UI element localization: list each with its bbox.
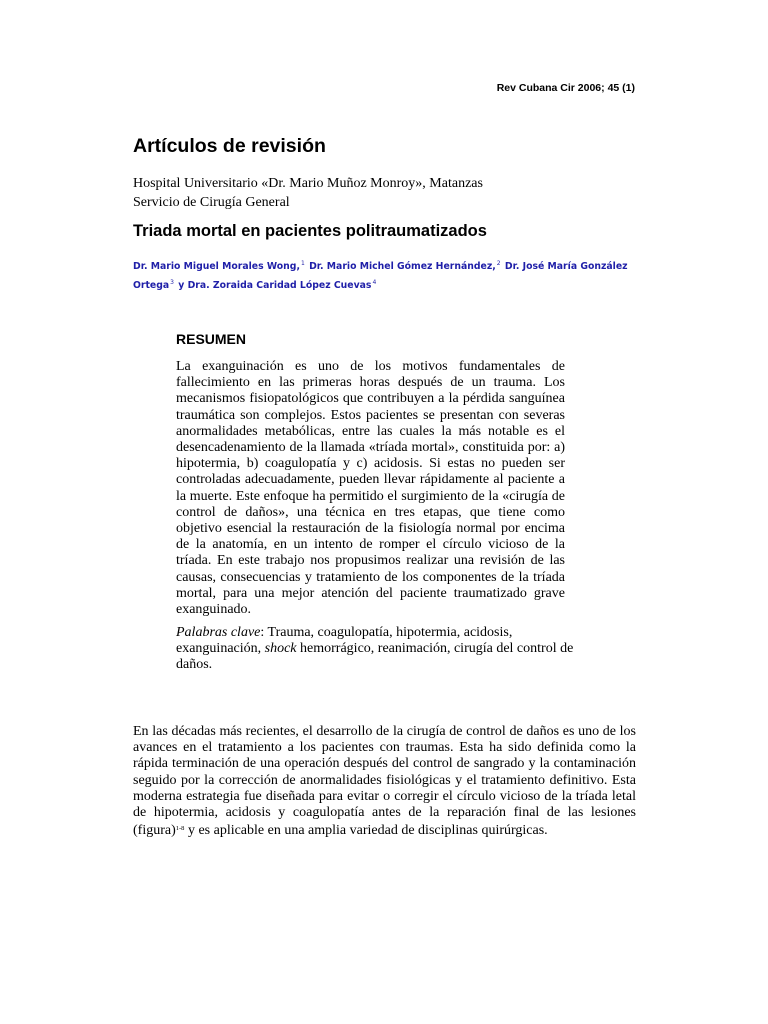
author-name: Dr. Mario Miguel Morales Wong, [133,261,300,272]
affiliation-hospital: Hospital Universitario «Dr. Mario Muñoz Monroy», Matanzas [133,176,483,191]
author-affiliation-marker: 1 [300,260,305,267]
author-list [133,256,643,294]
article-title: Triada mortal en pacientes politraumatizados [133,222,487,240]
keywords [176,625,576,674]
author-affiliation-marker: 2 [496,260,501,267]
author-name: Dr. Mario Michel Gómez Hernández, [309,261,496,272]
affiliation-service: Servicio de Cirugía General [133,195,290,210]
section-heading: Artículos de revisión [133,135,326,157]
journal-citation: Rev Cubana Cir 2006; 45 (1) [496,82,635,94]
intro-text: En las décadas más recientes, el desarrollo de la cirugía de control de daños es uno de los avances en el tratamiento a los pacientes con traumas. Esta ha sido definida como la rápida terminación de una operación después del control de sangrado y la contaminación seguido por la corrección de anormalidades fisiológicas y el tratamiento definitivo. Esta moderna estrategia fue diseñada para evitar o corregir el círculo vicioso de la tríada letal de hipotermia, acidosis y coagulopatía antes de la reparación final de las lesiones (figura) [133,724,636,839]
author-name: Dra. Zoraida Caridad López Cuevas [187,280,372,291]
keywords-italic-term: shock [264,641,297,657]
keywords-text: : Trauma, coagulopatía, hipotermia, acidosis, exanguinación, [176,625,513,657]
affiliations [133,174,483,212]
author-conjunction: y [178,280,185,291]
abstract-heading: RESUMEN [176,331,247,347]
keywords-text-end: hemorrágico, reanimación, cirugía del control de daños. [176,641,574,673]
abstract-body: La exanguinación es uno de los motivos fundamentales de fallecimiento en las primeras horas después de un trauma. Los mecanismos fisiopatológicos que contribuyen a la pérdida sanguínea traumática son complejos. Estos pacientes se presentan con severas anormalidades metabólicas, entre las cuales la más notable es el desencadenamiento de la llamada «tríada mortal», constituida por: a) hipotermia, b) coagulopatía y c) acidosis. Si estas no pueden ser controladas adecuadamente, pueden llevar rápidamente al paciente a la muerte. Este enfoque ha permitido el surgimiento de la «cirugía de control de daños», una técnica en tres etapas, que tiene como objetivo esencial la restauración de la fisiología normal por encima de la anatomía, en un intento de romper el círculo vicioso de la tríada. En este trabajo nos propusimos realizar una revisión de las causas, consecuencias y tratamiento de los componentes de la tríada mortal, para una mejor atención del paciente traumatizado grave exanguinado. [176,359,565,618]
keywords-label: Palabras clave [176,625,261,640]
intro-text-end: y es aplicable en una amplia variedad de disciplinas quirúrgicas. [184,823,548,839]
author-affiliation-marker: 4 [372,279,377,286]
author-affiliation-marker: 3 [170,279,174,286]
author-name: Dr. José María González Ortega [133,261,628,291]
reference-marker: 1-8 [175,825,185,833]
intro-paragraph [133,724,636,839]
